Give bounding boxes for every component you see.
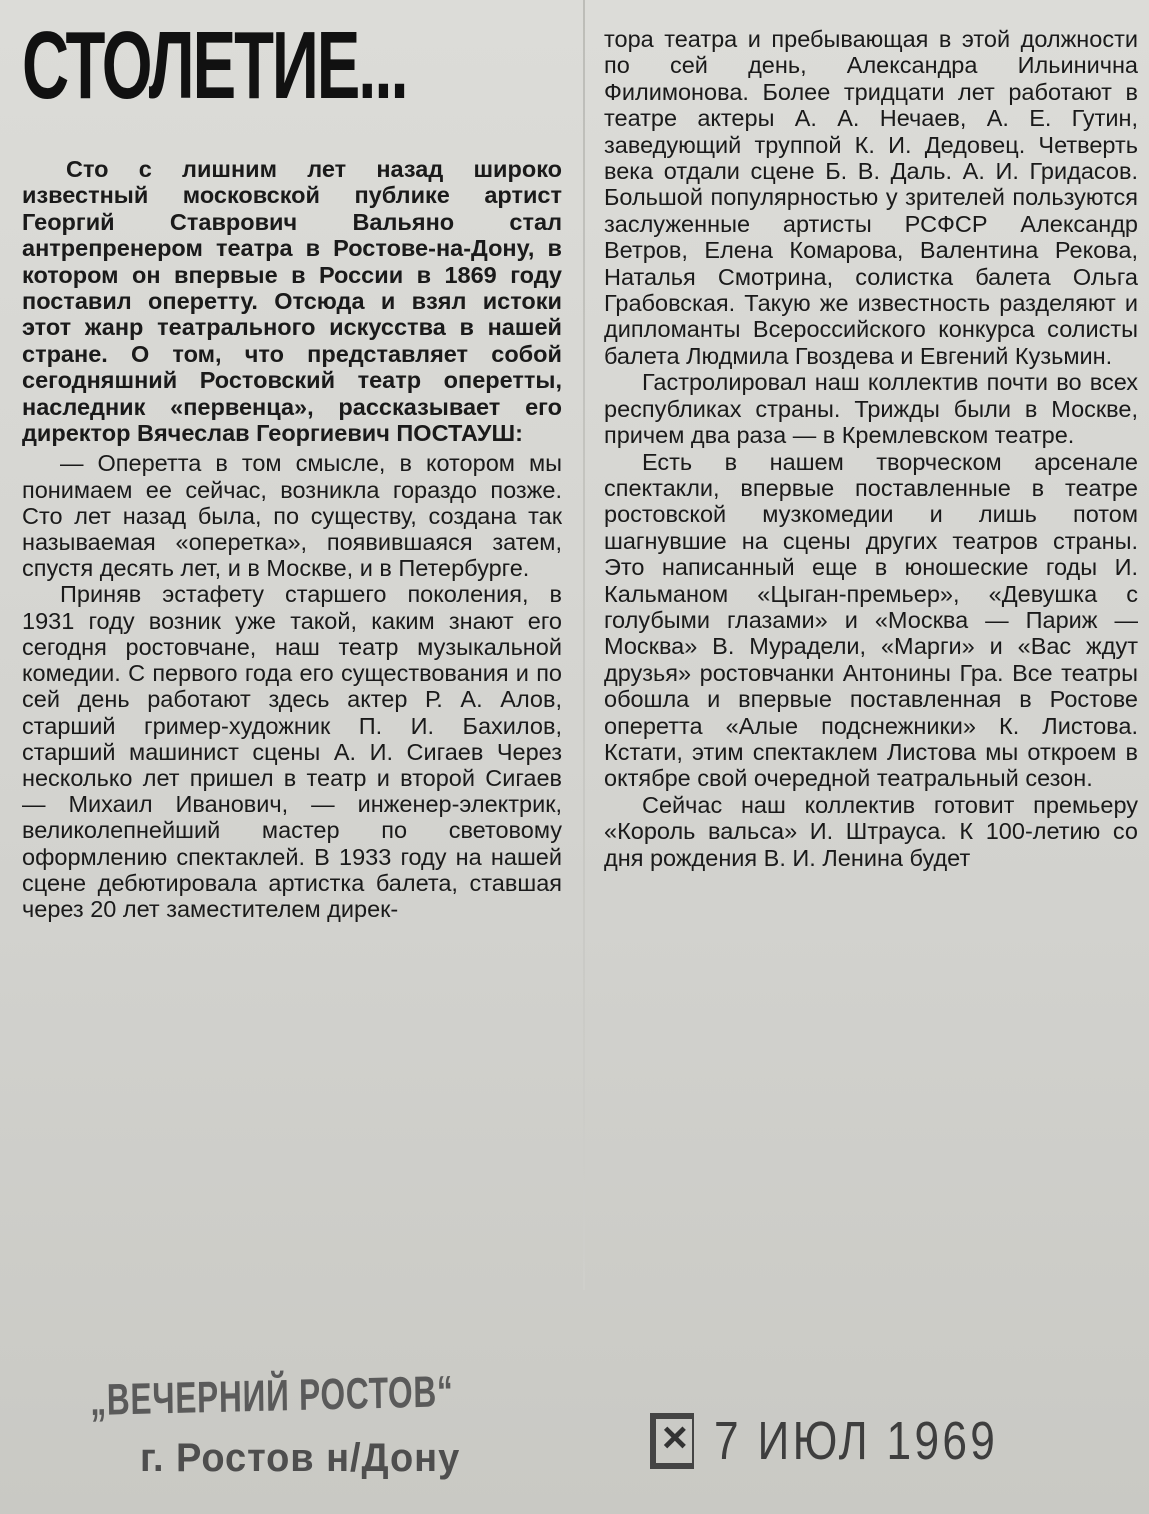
headline: СТОЛЕТИЕ... (22, 12, 407, 119)
city-stamp: г. Ростов н/Дону (140, 1436, 461, 1480)
date-stamp (650, 1410, 1061, 1472)
date-text: 7 ИЮЛ 1969 (714, 1411, 999, 1471)
body-paragraph-4: Есть в нашем творческом арсенале спектакли, впервые поставленные в театре ростовской музкомедии и лишь потом шагнувшие на сцены других театров страны. Это написанный еще в юношеские годы И. Кальманом «Цыган-премьер», «Девушка с голубыми глазами» и «Москва — Париж — Москва» В. Мурадели, «Марги» и «Вас ждут друзья» ростовчанки Антонины Гра. Все театры обошла и впервые поставленная в Ростове оперетта «Алые подснежники» К. Листова. Кстати, этим спектаклем Листова мы откроем в октябре свой очередной театральный сезон. (604, 448, 1138, 792)
body-paragraph-1: — Оперетта в том смысле, в котором мы понимаем ее сейчас, возникла гораздо позже. Сто лет назад была, по существу, создана так называемая «оперетка», появившаяся затем, спустя десять лет, и в Москве, и в Петербурге. (22, 450, 562, 582)
body-continuation: тора театра и пребывающая в этой должности по сей день, Александра Ильинична Филимонова. Более тридцати лет работают в театре актеры А. А. Нечаев, А. Е. Гутин, заведующий труппой К. И. Дедовец. Четверть века отдали сцене Б. В. Даль. А. И. Гридасов. Большой популярностью у зрителей пользуются заслуженные артисты РСФСР Александр Ветров, Елена Комарова, Валентина Рекова, Наталья Смотрина, солистка балета Ольга Грабовская. Такую же известность разделяют и дипломанты Всероссийского конкурса солисты балета Людмила Гвоздева и Евгений Кузьмин. (604, 26, 1138, 369)
left-column (22, 12, 562, 922)
column-divider (583, 0, 585, 1290)
stamp-mark-icon (650, 1413, 694, 1469)
publication-stamp: „ВЕЧЕРНИЙ РОСТОВ“ (90, 1367, 454, 1425)
body-paragraph-2: Приняв эстафету старшего поколения, в 1931 году возник уже такой, каким знают его сегодня ростовчане, наш театр музыкальной комедии. С первого года его существования и по сей день работают здесь актер Р. А. Алов, старший гример-художник П. И. Бахилов, старший машинист сцены А. И. Сигаев Через несколько лет пришел в театр и второй Сигаев — Михаил Иванович, — инженер-электрик, великолепнейший мастер по световому оформлению спектаклей. В 1933 году на нашей сцене дебютировала артистка балета, ставшая через 20 лет заместителем дирек- (22, 581, 562, 922)
right-column (604, 26, 1138, 871)
body-paragraph-3: Гастролировал наш коллектив почти во всех республиках страны. Трижды были в Москве, причем два раза — в Кремлевском театре. (604, 369, 1138, 449)
lead-paragraph: Сто с лишним лет назад широко известный московской публике артист Георгий Ставрович Вальяно стал антрепренером театра в Ростове-на-Дону, в котором он впервые в России в 1869 году поставил оперетту. Отсюда и взял истоки этот жанр театрального искусства в нашей стране. О том, что представляет собой сегодняшний Ростовский театр оперетты, наследник «первенца», рассказывает его директор Вячеслав Георгиевич ПОСТАУШ: (22, 156, 562, 447)
body-paragraph-5: Сейчас наш коллектив готовит премьеру «Король вальса» И. Штрауса. К 100-летию со дня рождения В. И. Ленина будет (604, 791, 1138, 871)
